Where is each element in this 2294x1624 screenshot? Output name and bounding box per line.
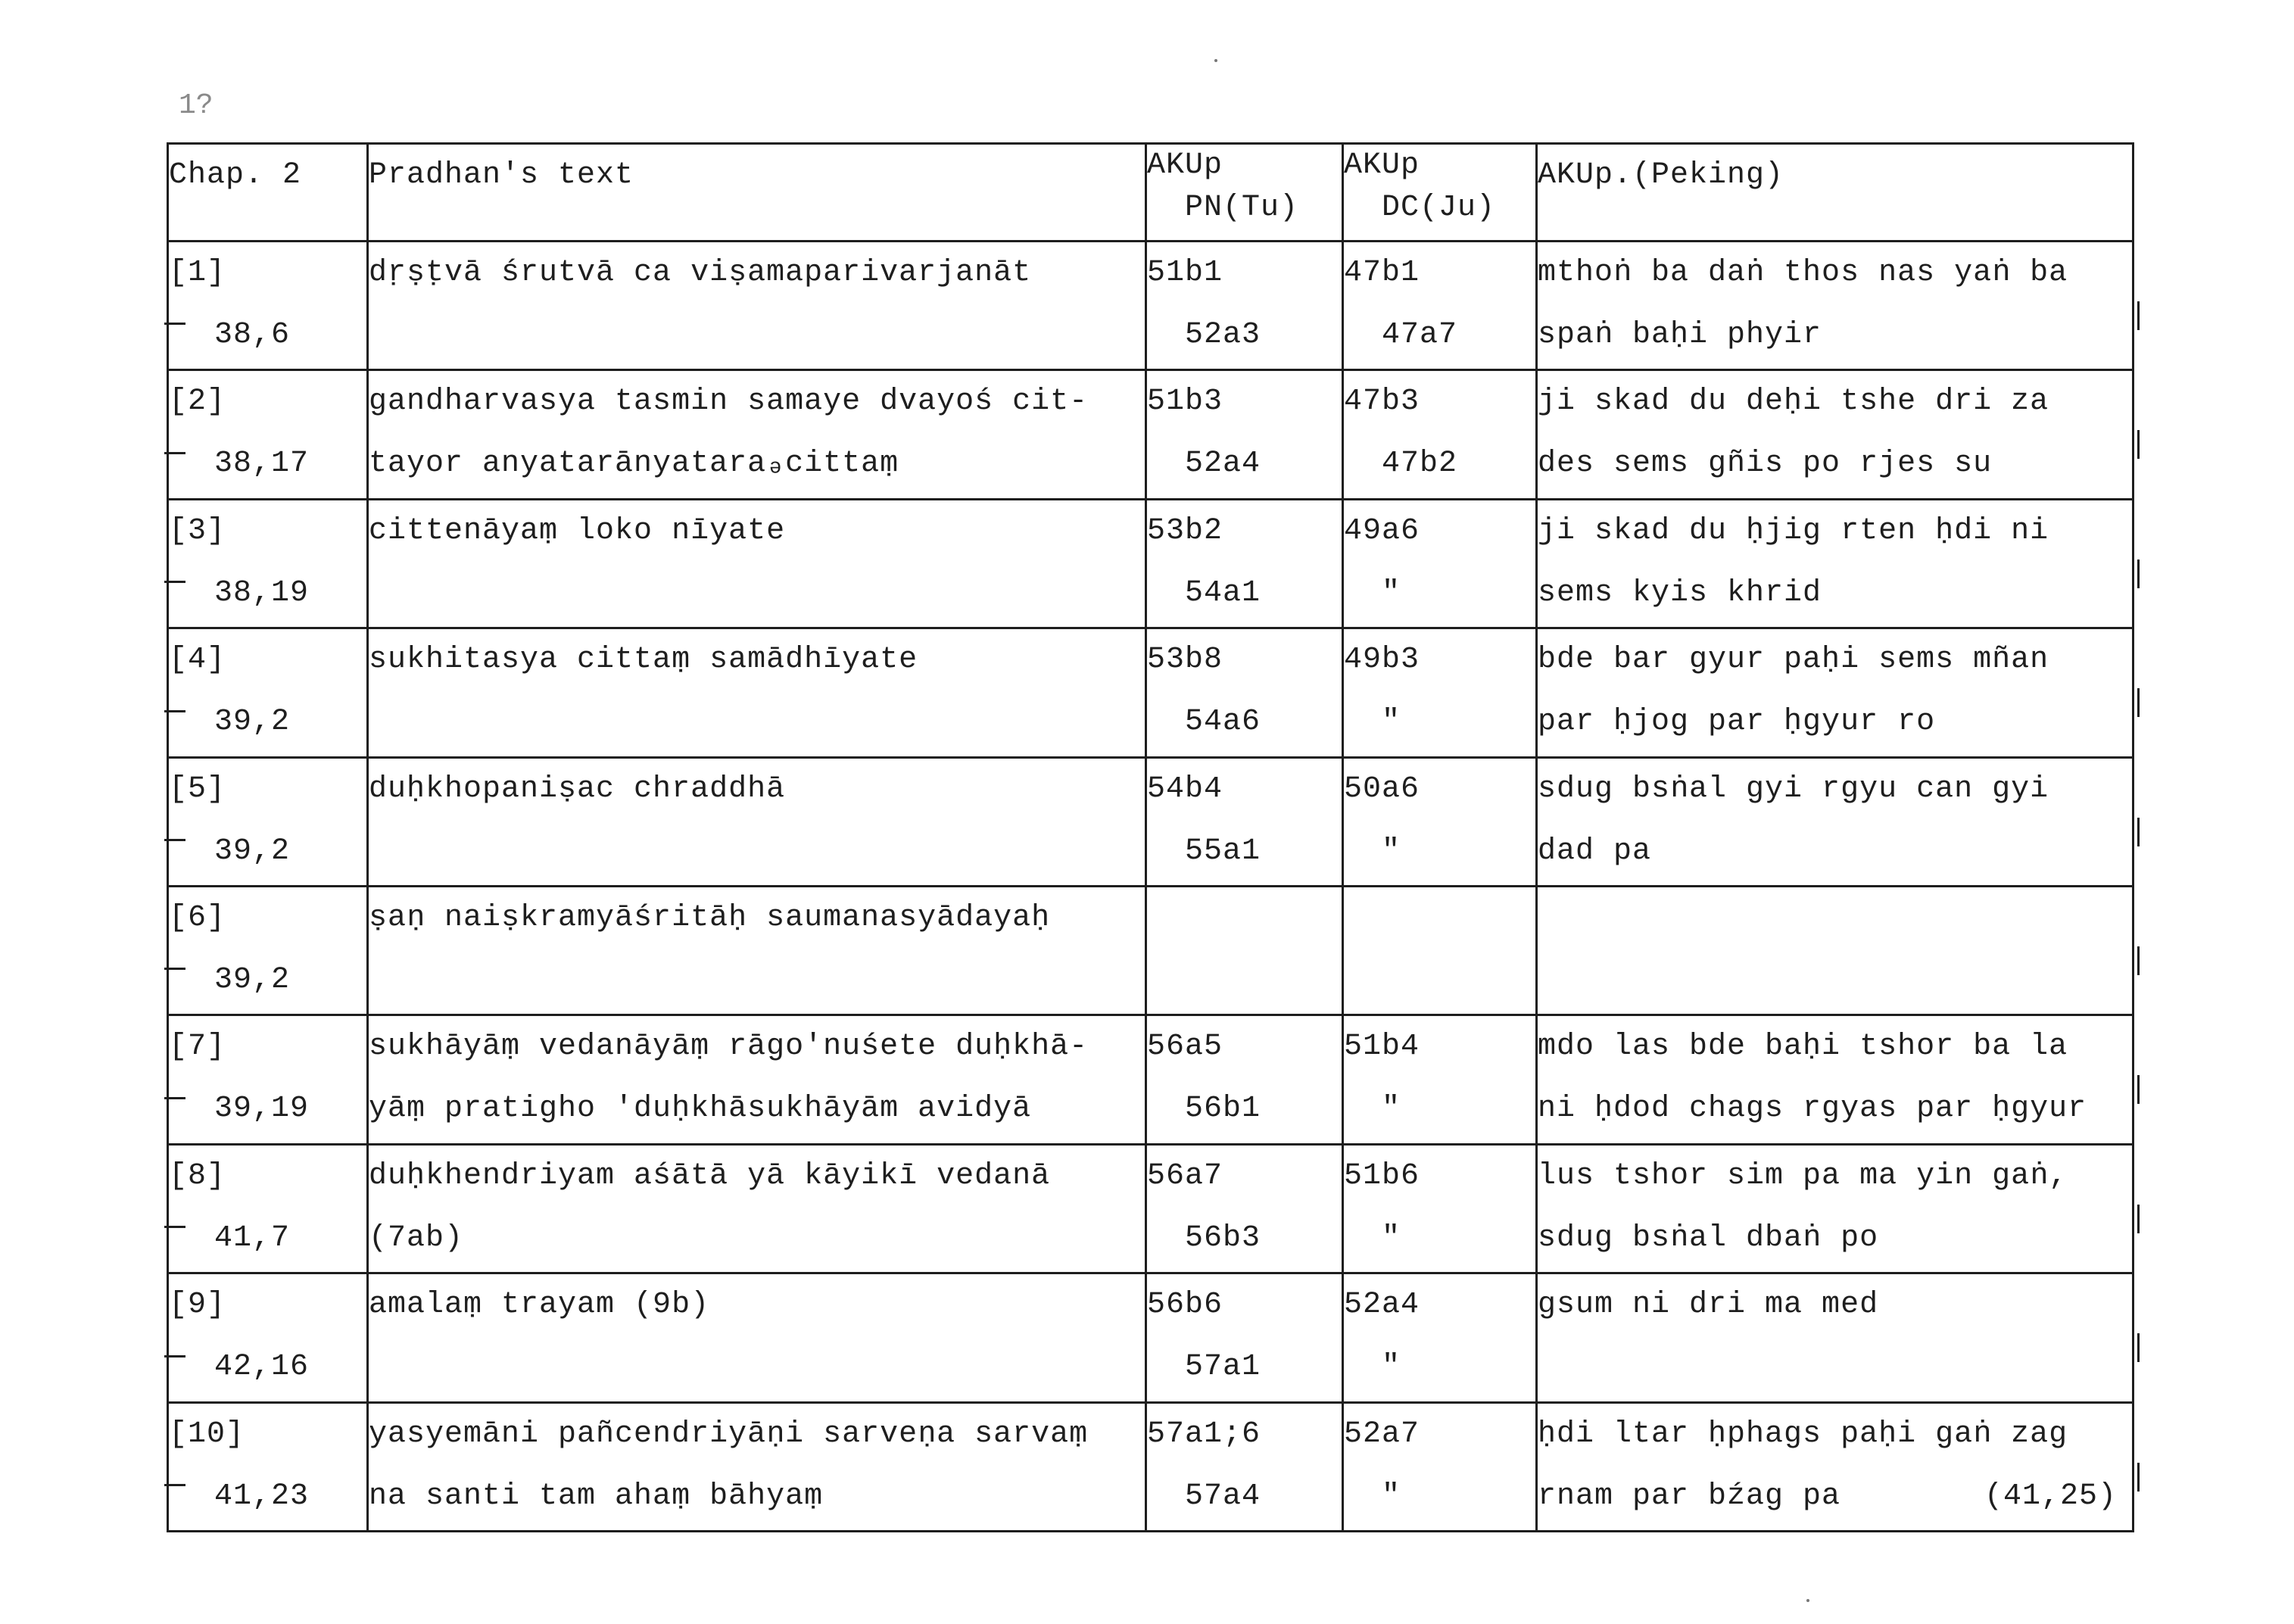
tibetan-text-line xyxy=(1538,304,2132,366)
chapter-reference: 38,19 xyxy=(214,575,310,610)
table-row xyxy=(168,886,2133,1015)
chapter-number: [9] xyxy=(169,1288,226,1323)
akup-peking-cell xyxy=(1537,1144,2133,1273)
margin-tick xyxy=(2137,818,2140,846)
akup-pn-cell xyxy=(1146,1015,1343,1144)
akup-dc-folio-b: 47a7 xyxy=(1382,318,1458,352)
pradhan-text-line: ṣaṇ naiṣkramyāśritāḥ saumanasyādayaḥ xyxy=(369,900,1051,935)
table-row xyxy=(168,1015,2133,1144)
chapter-reference: 39,2 xyxy=(214,705,291,740)
margin-tick xyxy=(164,1226,185,1228)
pradhan-text-line: cittenāyaṃ loko nīyate xyxy=(369,513,786,548)
pradhan-text-line: amalaṃ trayam (9b) xyxy=(369,1288,710,1323)
akup-peking-cell xyxy=(1537,1273,2133,1402)
akup-peking-cell xyxy=(1537,886,2133,1015)
table-row xyxy=(168,1402,2133,1531)
scan-speck xyxy=(1214,59,1217,62)
akup-peking-cell xyxy=(1537,499,2133,628)
akup-pn-cell xyxy=(1146,886,1343,1015)
chapter-cell xyxy=(168,886,368,1015)
akup-dc-folio-a: 47b3 xyxy=(1344,385,1420,419)
akup-dc-cell xyxy=(1343,757,1537,886)
akup-dc-folio-a: 51b6 xyxy=(1344,1158,1420,1193)
chapter-reference: 41,23 xyxy=(214,1479,310,1513)
chapter-cell xyxy=(168,757,368,886)
akup-dc-folio-b: " xyxy=(1382,1350,1401,1385)
akup-pn-folio-b: 57a1 xyxy=(1185,1350,1261,1385)
chapter-reference: 39,2 xyxy=(214,962,291,997)
margin-tick xyxy=(164,1355,185,1357)
tibetan-text-line xyxy=(1538,433,2132,495)
akup-dc-cell xyxy=(1343,242,1537,370)
tibetan-text-line xyxy=(1538,1466,2132,1528)
tibetan-text-line: mthoṅ ba daṅ thos nas yaṅ ba xyxy=(1538,256,2068,290)
header-akup-pn xyxy=(1146,144,1343,242)
akup-pn-cell xyxy=(1146,499,1343,628)
pradhan-text-cell xyxy=(368,1402,1146,1531)
header-akup-pn-line1: AKUp xyxy=(1147,148,1223,182)
concordance-table xyxy=(167,142,2134,1532)
margin-tick xyxy=(2137,430,2140,459)
pradhan-text-cell xyxy=(368,1015,1146,1144)
chapter-number: [2] xyxy=(169,385,226,419)
pradhan-text-cell xyxy=(368,757,1146,886)
header-akup-peking: AKUp.(Peking) xyxy=(1537,144,2133,242)
akup-dc-cell xyxy=(1343,370,1537,499)
header-akup-dc xyxy=(1343,144,1537,242)
akup-pn-folio-b: 55a1 xyxy=(1185,834,1261,868)
akup-dc-folio-b: " xyxy=(1382,1479,1401,1513)
pradhan-text-line: yāṃ pratigho 'duḥkhāsukhāyām avidyā xyxy=(369,1092,1032,1127)
chapter-reference: 38,6 xyxy=(214,318,291,352)
akup-pn-folio-a: 56b6 xyxy=(1147,1288,1223,1323)
pradhan-text-cell xyxy=(368,886,1146,1015)
akup-dc-folio-a: 51b4 xyxy=(1344,1030,1420,1064)
pradhan-text-line: gandharvasya tasmin samaye dvayoś cit- xyxy=(369,385,1089,419)
header-pradhan-text: Pradhan's text xyxy=(368,144,1146,242)
tibetan-text-line: ji skad du deḥi tshe dri za xyxy=(1538,385,2049,419)
akup-pn-cell xyxy=(1146,1273,1343,1402)
pradhan-text-cell xyxy=(368,1144,1146,1273)
akup-dc-cell xyxy=(1343,886,1537,1015)
margin-tick xyxy=(2137,301,2140,330)
tibetan-text-line-2: par ḥjog par ḥgyur ro xyxy=(1538,705,1936,740)
akup-pn-folio-b: 54a1 xyxy=(1185,575,1261,610)
akup-peking-cell xyxy=(1537,370,2133,499)
chapter-number: [8] xyxy=(169,1158,226,1193)
margin-tick xyxy=(2137,560,2140,588)
tibetan-text-line-2: des sems gñis po rjes su xyxy=(1538,447,1993,482)
margin-tick xyxy=(164,968,185,970)
akup-peking-cell xyxy=(1537,757,2133,886)
akup-dc-cell xyxy=(1343,1273,1537,1402)
chapter-reference: 39,19 xyxy=(214,1092,310,1127)
akup-pn-folio-b: 52a3 xyxy=(1185,318,1261,352)
akup-pn-folio-a: 56a7 xyxy=(1147,1158,1223,1193)
chapter-cell xyxy=(168,242,368,370)
chapter-cell xyxy=(168,1015,368,1144)
margin-tick xyxy=(2137,1333,2140,1362)
chapter-reference: 42,16 xyxy=(214,1350,310,1385)
scan-speck xyxy=(1806,1599,1809,1602)
tibetan-text-line: gsum ni dri ma med xyxy=(1538,1288,1879,1323)
margin-tick xyxy=(164,1097,185,1099)
header-akup-dc-line2: DC(Ju) xyxy=(1382,191,1496,225)
pradhan-text-line: duḥkhendriyam aśātā yā kāyikī vedanā xyxy=(369,1158,1051,1193)
akup-pn-cell xyxy=(1146,242,1343,370)
margin-tick xyxy=(2137,1075,2140,1104)
chapter-cell xyxy=(168,499,368,628)
chapter-cell xyxy=(168,628,368,757)
akup-pn-cell xyxy=(1146,628,1343,757)
akup-pn-cell xyxy=(1146,1402,1343,1531)
akup-pn-cell xyxy=(1146,370,1343,499)
akup-dc-folio-a: 52a7 xyxy=(1344,1417,1420,1451)
table-row xyxy=(168,370,2133,499)
margin-tick xyxy=(164,1484,185,1486)
akup-dc-cell xyxy=(1343,499,1537,628)
table-row xyxy=(168,242,2133,370)
tibetan-text-line-2: ni ḥdod chags rgyas par ḥgyur xyxy=(1538,1092,2087,1127)
table-row xyxy=(168,499,2133,628)
tibetan-text-line-2: rnam par bźag pa xyxy=(1538,1479,1841,1513)
akup-dc-folio-a: 50a6 xyxy=(1344,771,1420,806)
tibetan-text-line: ji skad du ḥjig rten ḥdi ni xyxy=(1538,513,2049,548)
akup-dc-cell xyxy=(1343,1402,1537,1531)
header-akup-pn-line2: PN(Tu) xyxy=(1185,191,1299,225)
pradhan-text-cell xyxy=(368,1273,1146,1402)
pradhan-text-line: yasyemāni pañcendriyāṇi sarveṇa sarvaṃ xyxy=(369,1417,1089,1451)
akup-dc-folio-a: 52a4 xyxy=(1344,1288,1420,1323)
pradhan-text-line: (7ab) xyxy=(369,1220,464,1255)
chapter-number: [7] xyxy=(169,1030,226,1064)
akup-pn-folio-a: 56a5 xyxy=(1147,1030,1223,1064)
table-row xyxy=(168,1144,2133,1273)
header-chap: Chap. 2 xyxy=(168,144,368,242)
margin-tick xyxy=(2137,1205,2140,1233)
akup-peking-cell xyxy=(1537,628,2133,757)
margin-tick xyxy=(164,710,185,712)
akup-pn-folio-a: 51b3 xyxy=(1147,385,1223,419)
akup-dc-folio-b: 47b2 xyxy=(1382,447,1458,482)
akup-peking-cell xyxy=(1537,1402,2133,1531)
akup-pn-cell xyxy=(1146,757,1343,886)
chapter-number: [6] xyxy=(169,900,226,935)
header-row xyxy=(168,144,2133,242)
akup-dc-folio-b: " xyxy=(1382,1220,1401,1255)
akup-dc-folio-a: 49b3 xyxy=(1344,643,1420,678)
tibetan-text-line xyxy=(1538,1208,2132,1270)
margin-tick xyxy=(2137,688,2140,717)
margin-tick xyxy=(164,323,185,325)
pradhan-text-cell xyxy=(368,628,1146,757)
tibetan-text-line xyxy=(1538,821,2132,883)
akup-pn-cell xyxy=(1146,1144,1343,1273)
akup-dc-folio-a: 49a6 xyxy=(1344,513,1420,548)
margin-tick xyxy=(2137,1463,2140,1492)
akup-pn-folio-b: 57a4 xyxy=(1185,1479,1261,1513)
margin-tick xyxy=(164,581,185,583)
akup-dc-cell xyxy=(1343,1144,1537,1273)
chapter-cell xyxy=(168,1402,368,1531)
akup-dc-folio-a: 47b1 xyxy=(1344,256,1420,290)
pradhan-text-line: tayor anyatarānyataraₔcittaṃ xyxy=(369,447,899,482)
chapter-cell xyxy=(168,1273,368,1402)
akup-pn-folio-a: 54b4 xyxy=(1147,771,1223,806)
page-number-mark: 1? xyxy=(179,89,214,122)
akup-dc-folio-b: " xyxy=(1382,1092,1401,1127)
tibetan-text-line xyxy=(1538,1078,2132,1140)
akup-peking-cell xyxy=(1537,242,2133,370)
chapter-cell xyxy=(168,1144,368,1273)
table-row xyxy=(168,628,2133,757)
chapter-reference: 41,7 xyxy=(214,1220,291,1255)
chapter-reference: 39,2 xyxy=(214,834,291,868)
chapter-number: [10] xyxy=(169,1417,245,1451)
tibetan-text-line-2: dad pa xyxy=(1538,834,1652,868)
tibetan-text-line: lus tshor sim pa ma yin gaṅ, xyxy=(1538,1158,2068,1193)
chapter-reference: 38,17 xyxy=(214,447,310,482)
tibetan-text-line: bde bar gyur paḥi sems mñan xyxy=(1538,643,2049,678)
pradhan-text-line: sukhāyāṃ vedanāyāṃ rāgo'nuśete duḥkhā- xyxy=(369,1030,1089,1064)
chapter-cell xyxy=(168,370,368,499)
table-row xyxy=(168,1273,2133,1402)
margin-tick xyxy=(2137,946,2140,975)
akup-dc-cell xyxy=(1343,628,1537,757)
akup-pn-folio-a: 53b8 xyxy=(1147,643,1223,678)
tibetan-text-line-2: spaṅ baḥi phyir xyxy=(1538,318,1822,352)
header-akup-dc-line1: AKUp xyxy=(1344,148,1420,182)
tibetan-text-line: sdug bsṅal gyi rgyu can gyi xyxy=(1538,771,2049,806)
akup-pn-folio-a: 53b2 xyxy=(1147,513,1223,548)
tibetan-text-line xyxy=(1538,691,2132,753)
tibetan-cross-reference: (41,25) xyxy=(1984,1479,2117,1513)
akup-dc-folio-b: " xyxy=(1382,575,1401,610)
chapter-number: [4] xyxy=(169,643,226,678)
pradhan-text-cell xyxy=(368,370,1146,499)
pradhan-text-line: duḥkhopaniṣac chraddhā xyxy=(369,771,786,806)
tibetan-text-line-2: sdug bsṅal dbaṅ po xyxy=(1538,1220,1879,1255)
akup-dc-folio-b: " xyxy=(1382,705,1401,740)
margin-tick xyxy=(164,839,185,841)
pradhan-text-cell xyxy=(368,499,1146,628)
akup-pn-folio-b: 52a4 xyxy=(1185,447,1261,482)
akup-pn-folio-a: 51b1 xyxy=(1147,256,1223,290)
akup-dc-folio-b: " xyxy=(1382,834,1401,868)
akup-pn-folio-a: 57a1;6 xyxy=(1147,1417,1261,1451)
tibetan-text-line: ḥdi ltar ḥphags paḥi gaṅ zag xyxy=(1538,1417,2068,1451)
table-row xyxy=(168,757,2133,886)
pradhan-text-line: na santi tam ahaṃ bāhyaṃ xyxy=(369,1479,824,1513)
akup-dc-cell xyxy=(1343,1015,1537,1144)
tibetan-text-line-2: sems kyis khrid xyxy=(1538,575,1822,610)
akup-pn-folio-b: 54a6 xyxy=(1185,705,1261,740)
chapter-number: [1] xyxy=(169,256,226,290)
tibetan-text-line: mdo las bde baḥi tshor ba la xyxy=(1538,1030,2068,1064)
pradhan-text-line: sukhitasya cittaṃ samādhīyate xyxy=(369,643,918,678)
pradhan-text-cell xyxy=(368,242,1146,370)
akup-pn-folio-b: 56b1 xyxy=(1185,1092,1261,1127)
akup-peking-cell xyxy=(1537,1015,2133,1144)
akup-pn-folio-b: 56b3 xyxy=(1185,1220,1261,1255)
chapter-number: [3] xyxy=(169,513,226,548)
margin-tick xyxy=(164,452,185,454)
pradhan-text-line: dṛṣṭvā śrutvā ca viṣamaparivarjanāt xyxy=(369,256,1032,290)
tibetan-text-line xyxy=(1538,563,2132,625)
chapter-number: [5] xyxy=(169,771,226,806)
